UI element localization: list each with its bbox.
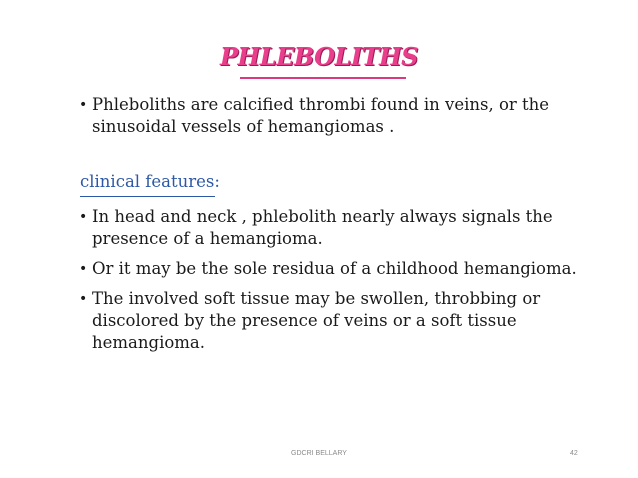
bullet-item (79, 258, 609, 280)
slide-title: PHLEBOLITHS (220, 42, 418, 71)
bullet-marker: • (79, 209, 88, 225)
title-underline (240, 77, 406, 79)
bullet-marker: • (79, 97, 88, 113)
bullet-item (79, 288, 609, 354)
footer-text: GDCRI BELLARY (291, 450, 347, 457)
intro-bullet (79, 94, 609, 138)
page-number: 42 (570, 450, 578, 457)
bullet-text: Or it may be the sole residua of a childhood hemangioma. (92, 259, 577, 278)
clinical-features-heading: clinical features: (80, 172, 220, 191)
subheading-underline (80, 196, 215, 197)
bullet-marker: • (79, 291, 88, 307)
bullet-item (79, 206, 609, 250)
bullet-marker: • (79, 261, 88, 277)
intro-bullet-text: Phleboliths are calcified thrombi found in veins, or the sinusoidal vessels of hemangiomas . (92, 95, 550, 136)
bullet-text: In head and neck , phlebolith nearly always signals the presence of a hemangioma. (92, 207, 553, 248)
bullet-text: The involved soft tissue may be swollen, throbbing or discolored by the presence of veins or a soft tissue hemangioma. (92, 289, 541, 352)
